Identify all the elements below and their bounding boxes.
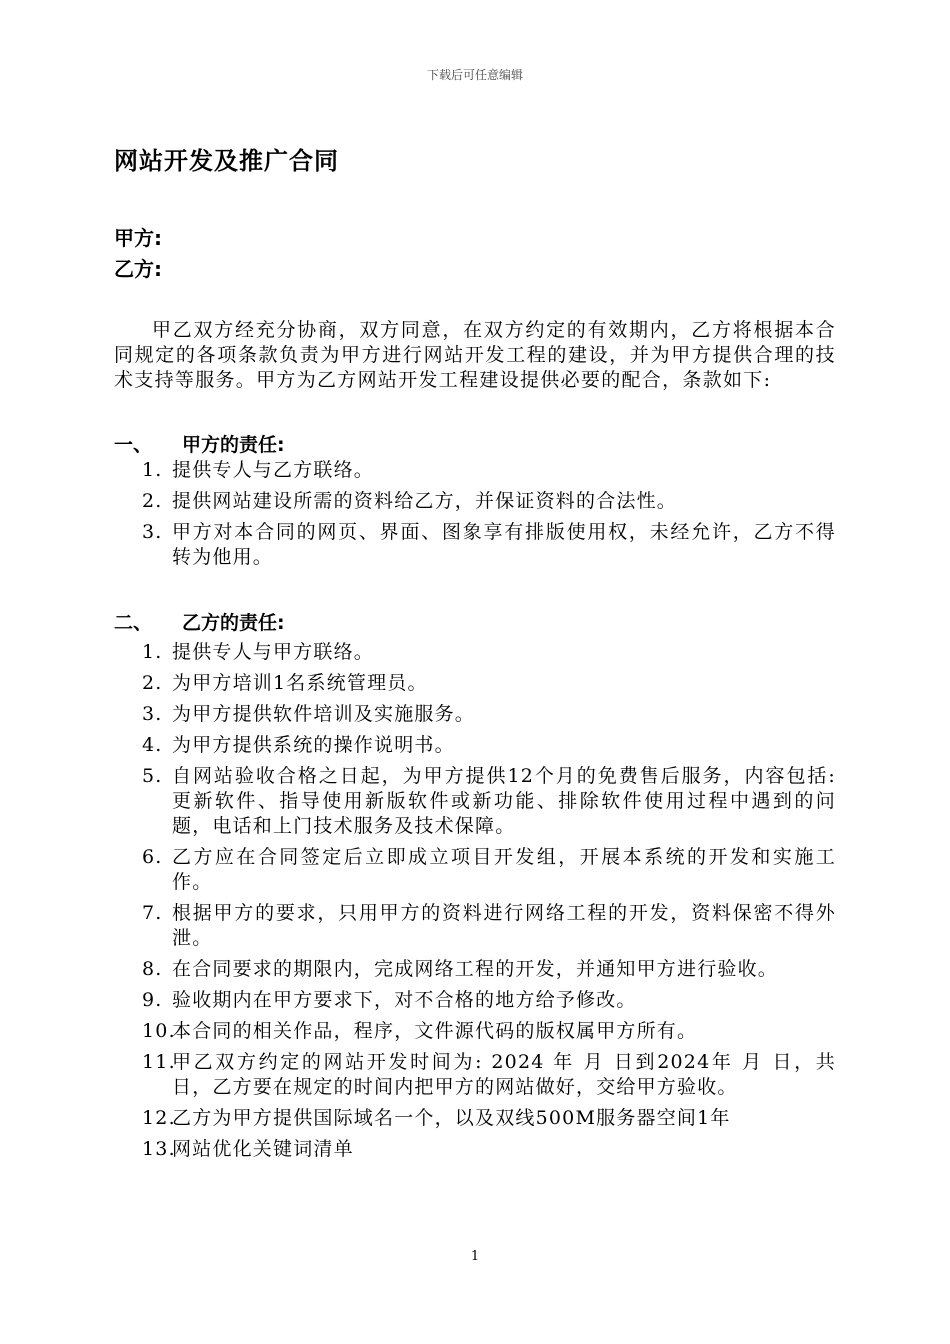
item-number: 2.: [142, 672, 163, 694]
item-number: 6.: [142, 846, 163, 868]
item-text: 提供专人与甲方联络。: [172, 641, 375, 663]
item-text: 乙方应在合同签定后立即成立项目开发组，开展本系统的开发和实施工作。: [172, 846, 836, 893]
list-item: [142, 957, 836, 982]
party-a-label: 甲方:: [114, 226, 162, 250]
list-item: [142, 1106, 836, 1131]
item-text: 提供专人与乙方联络。: [172, 459, 375, 481]
list-item: [142, 702, 836, 727]
item-number: 12.: [142, 1107, 176, 1129]
item-text: 根据甲方的要求，只用甲方的资料进行网络工程的开发，资料保密不得外泄。: [172, 902, 836, 949]
item-number: 3.: [142, 703, 163, 725]
list-item: [142, 489, 836, 514]
item-number: 9.: [142, 989, 163, 1011]
header-note: 下载后可任意编辑: [426, 68, 523, 82]
section-1-title: 甲方的责任:: [182, 434, 285, 456]
list-item: [142, 520, 836, 570]
item-number: 1.: [142, 459, 163, 481]
document-title: 网站开发及推广合同: [114, 147, 339, 175]
item-number: 1.: [142, 641, 163, 663]
section-2-number: 二、: [114, 612, 153, 634]
intro-paragraph: 甲乙双方经充分协商，双方同意，在双方约定的有效期内，乙方将根据本合同规定的各项条款负责为甲方进行网站开发工程的建设，并为甲方提供合理的技术支持等服务。甲方为乙方网站开发工程建设提供必要的配合，条款如下:: [114, 319, 836, 391]
section-2-heading: [114, 608, 285, 635]
item-number: 7.: [142, 902, 163, 924]
item-text: 提供网站建设所需的资料给乙方，并保证资料的合法性。: [172, 490, 678, 512]
list-item: [142, 1050, 836, 1100]
item-text: 验收期内在甲方要求下，对不合格的地方给予修改。: [172, 989, 637, 1011]
section-1-heading: [114, 430, 285, 457]
item-text: 网站优化关键词清单: [172, 1138, 354, 1160]
item-text: 在合同要求的期限内，完成网络工程的开发，并通知甲方进行验收。: [172, 958, 779, 980]
section-2-list: [142, 640, 836, 1168]
item-text: 甲乙双方约定的网站开发时间为: 2024 年 月 日到2024年 月 日，共 日，乙方要在规定的时间内把甲方的网站做好，交给甲方验收。: [172, 1051, 836, 1098]
item-text: 为甲方培训1名系统管理员。: [172, 672, 428, 694]
item-number: 8.: [142, 958, 163, 980]
list-item: [142, 845, 836, 895]
section-2-title: 乙方的责任:: [182, 612, 285, 634]
list-item: [142, 640, 836, 665]
item-number: 2.: [142, 490, 163, 512]
list-item: [142, 671, 836, 696]
item-number: 4.: [142, 734, 163, 756]
list-item: [142, 988, 836, 1013]
item-text: 自网站验收合格之日起，为甲方提供12个月的免费售后服务，内容包括: 更新软件、指导使用新版软件或新功能、排除软件使用过程中遇到的问题，电话和上门技术服务及技术保障。: [172, 765, 836, 837]
list-item: [142, 901, 836, 951]
list-item: [142, 458, 836, 483]
list-item: [142, 733, 836, 758]
item-text: 甲方对本合同的网页、界面、图象享有排版使用权，未经允许，乙方不得转为他用。: [172, 521, 836, 568]
item-text: 为甲方提供系统的操作说明书。: [172, 734, 455, 756]
item-number: 11.: [142, 1051, 176, 1073]
party-b-label: 乙方:: [114, 257, 162, 281]
item-number: 5.: [142, 765, 163, 787]
item-number: 13.: [142, 1138, 176, 1160]
section-1-number: 一、: [114, 434, 153, 456]
item-text: 乙方为甲方提供国际域名一个，以及双线500M服务器空间1年: [172, 1107, 731, 1129]
list-item: [142, 1137, 836, 1162]
list-item: [142, 1019, 836, 1044]
section-1-list: [142, 458, 836, 576]
item-text: 为甲方提供软件培训及实施服务。: [172, 703, 476, 725]
page-number: 1: [470, 1249, 480, 1264]
item-number: 3.: [142, 521, 163, 543]
list-item: [142, 764, 836, 839]
item-number: 10.: [142, 1020, 176, 1042]
item-text: 本合同的相关作品，程序，文件源代码的版权属甲方所有。: [172, 1020, 698, 1042]
